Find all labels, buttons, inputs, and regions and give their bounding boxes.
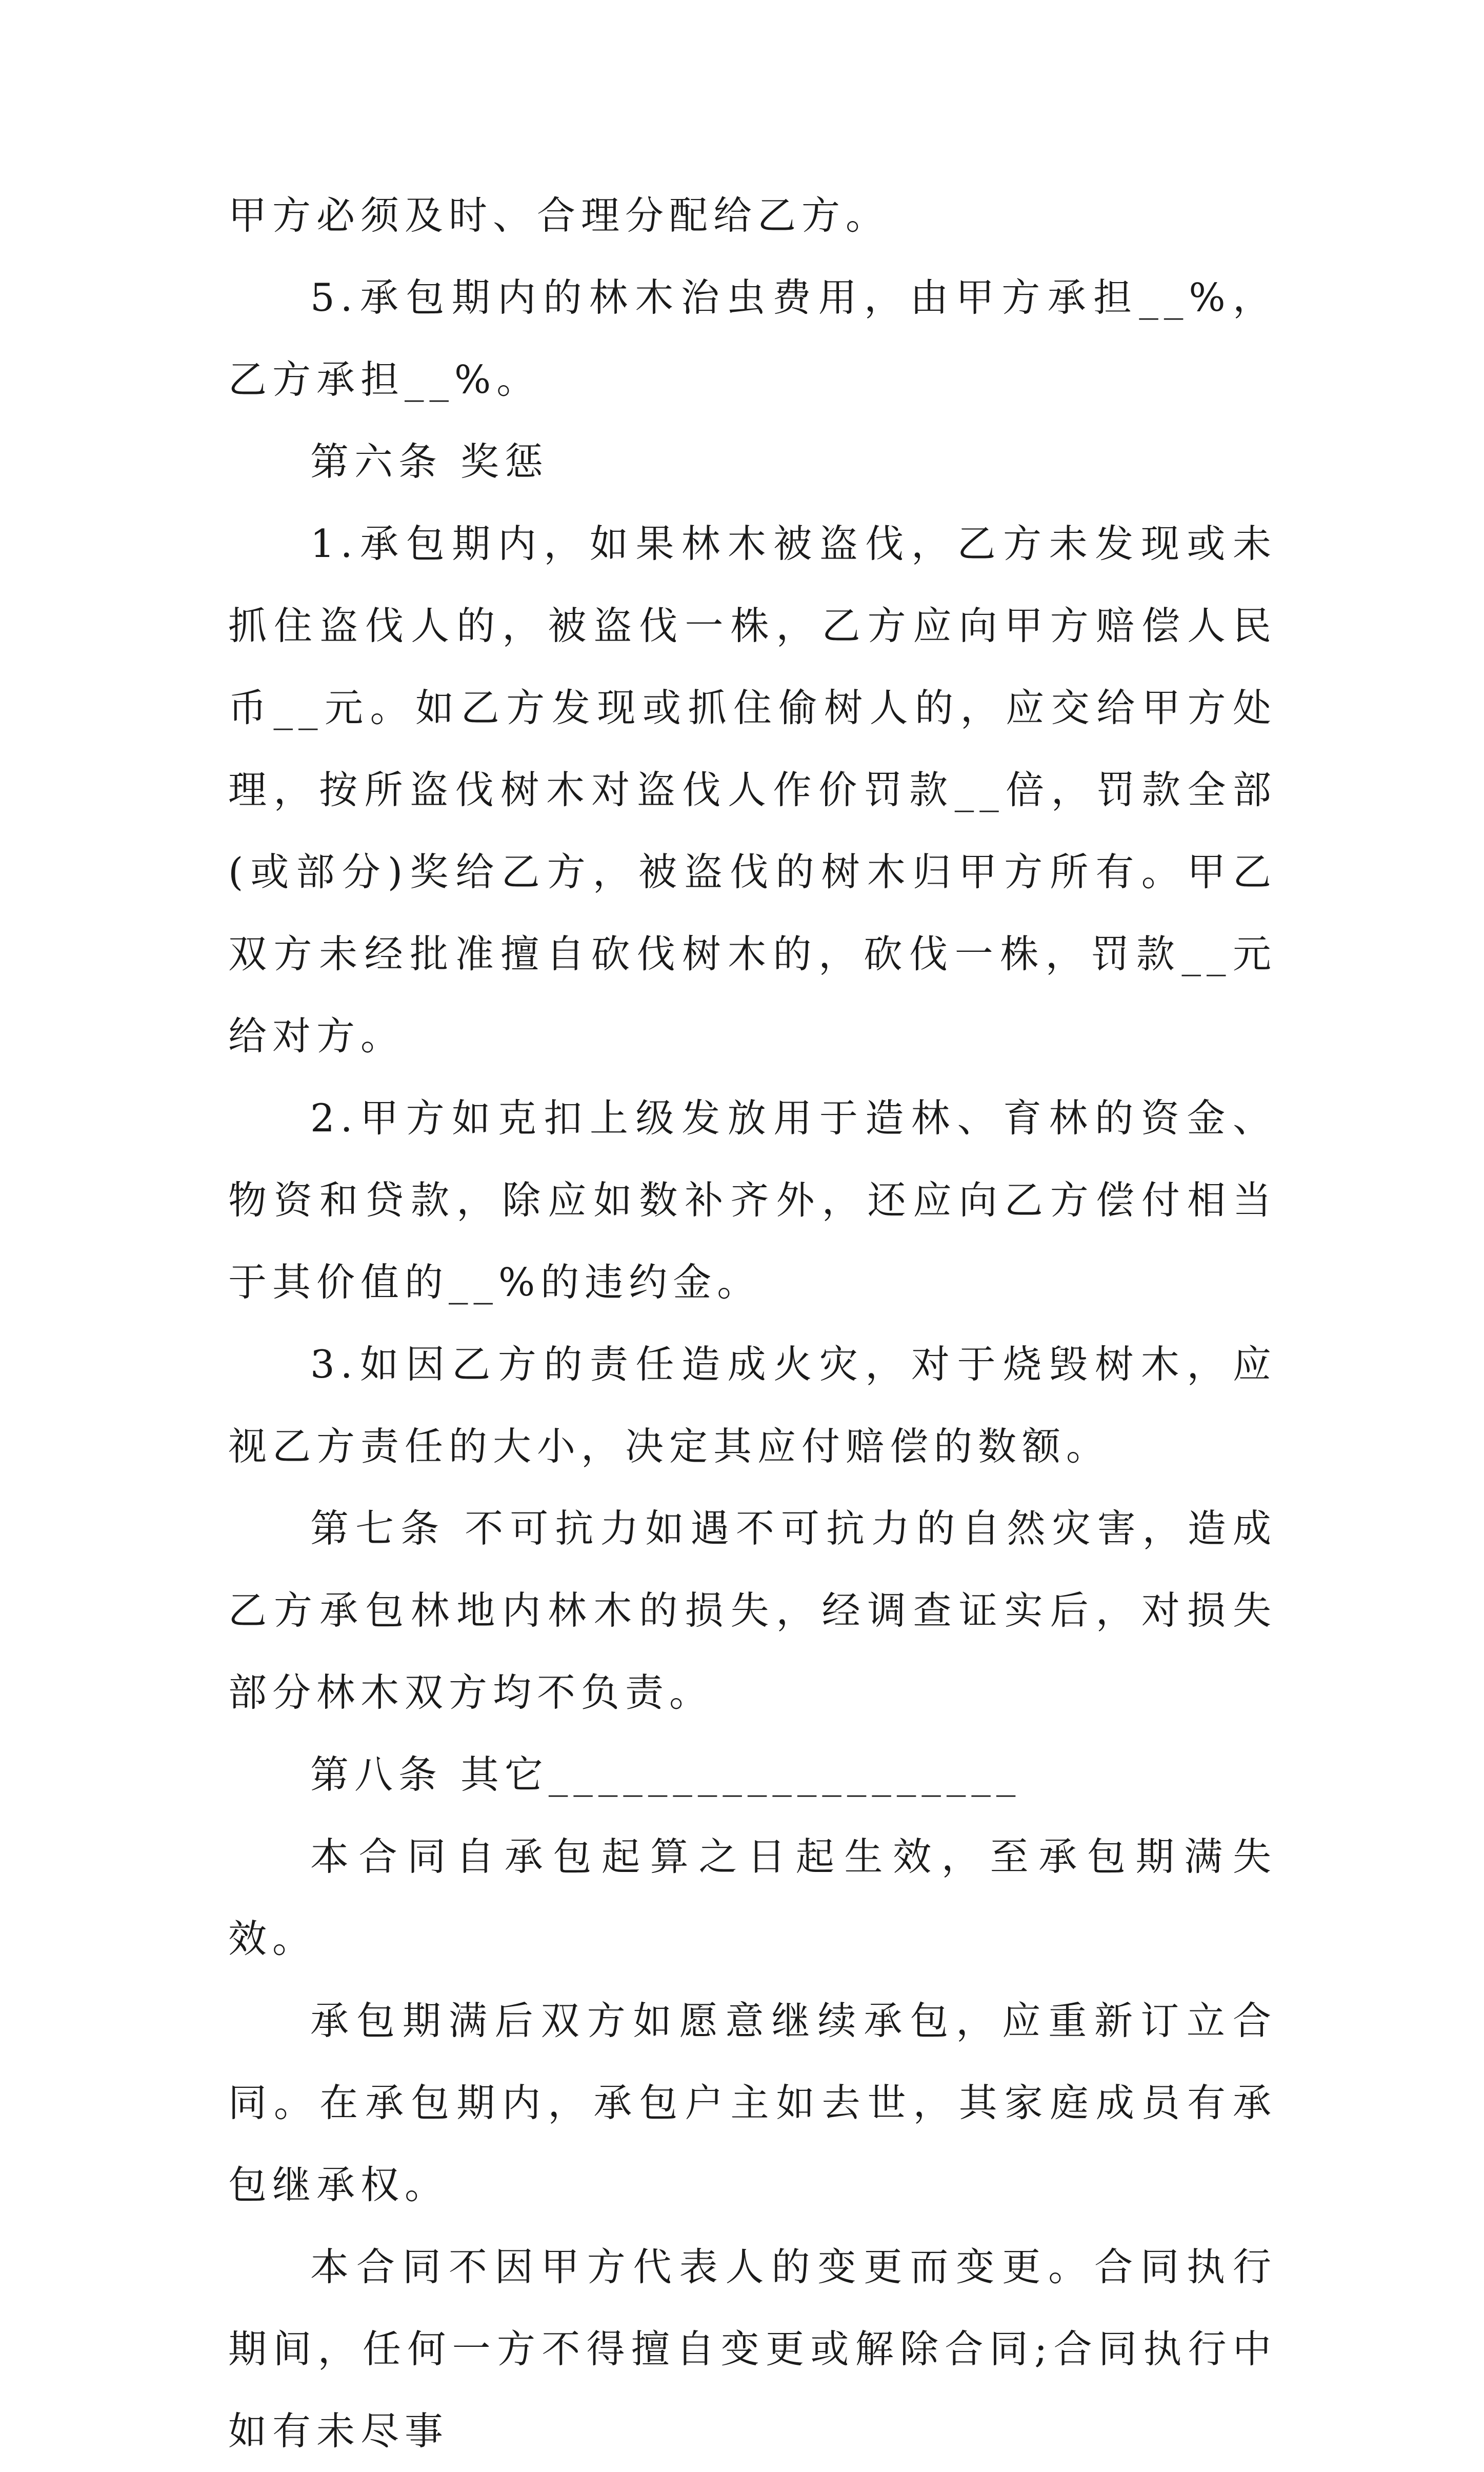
article-7-force-majeure: 第七条 不可抗力如遇不可抗力的自然灾害，造成乙方承包林地内林木的损失，经调查证实后，对损失部分林木双方均不负责。 — [228, 1506, 1277, 1715]
paragraph-effective-date: 本合同自承包起算之日起生效，至承包期满失效。 — [228, 1834, 1277, 1961]
paragraph-fire-liability: 3.如因乙方的责任造成火灾，对于烧毁树木，应视乙方责任的大小，决定其应付赔偿的数额。 — [228, 1342, 1277, 1469]
paragraph-distribution-continuation: 甲方必须及时、合理分配给乙方。 — [228, 193, 890, 238]
paragraph-renewal-succession: 承包期满后双方如愿意继续承包，应重新订立合同。在承包期内，承包户主如去世，其家庭成员有承包继承权。 — [228, 1998, 1277, 2207]
paragraph-pest-control-cost: 5.承包期内的林木治虫费用，由甲方承担__%，乙方承担__%。 — [228, 275, 1277, 402]
paragraph-no-unilateral-change: 本合同不因甲方代表人的变更而变更。合同执行期间，任何一方不得擅自变更或解除合同;合同执行中如有未尽事 — [228, 2244, 1277, 2454]
paragraph-fund-withholding-penalty: 2.甲方如克扣上级发放用于造林、育林的资金、物资和贷款，除应如数补齐外，还应向乙方偿付相当于其价值的__%的违约金。 — [228, 1095, 1277, 1305]
paragraph-illegal-logging-penalty: 1.承包期内，如果林木被盗伐，乙方未发现或未抓住盗伐人的，被盗伐一株，乙方应向甲方赔偿人民币__元。如乙方发现或抓住偷树人的，应交给甲方处理，按所盗伐树木对盗伐人作价罚款__倍，罚款全部(或部分)奖给乙方，被盗伐的树木归甲方所有。甲乙双方未经批准擅自砍伐树木的，砍伐一株，罚款__元给对方。 — [228, 521, 1277, 1059]
article-6-heading: 第六条 奖惩 — [310, 439, 549, 484]
contract-body — [228, 174, 1277, 2472]
article-8-other: 第八条 其它___________________ — [310, 1752, 1021, 1797]
